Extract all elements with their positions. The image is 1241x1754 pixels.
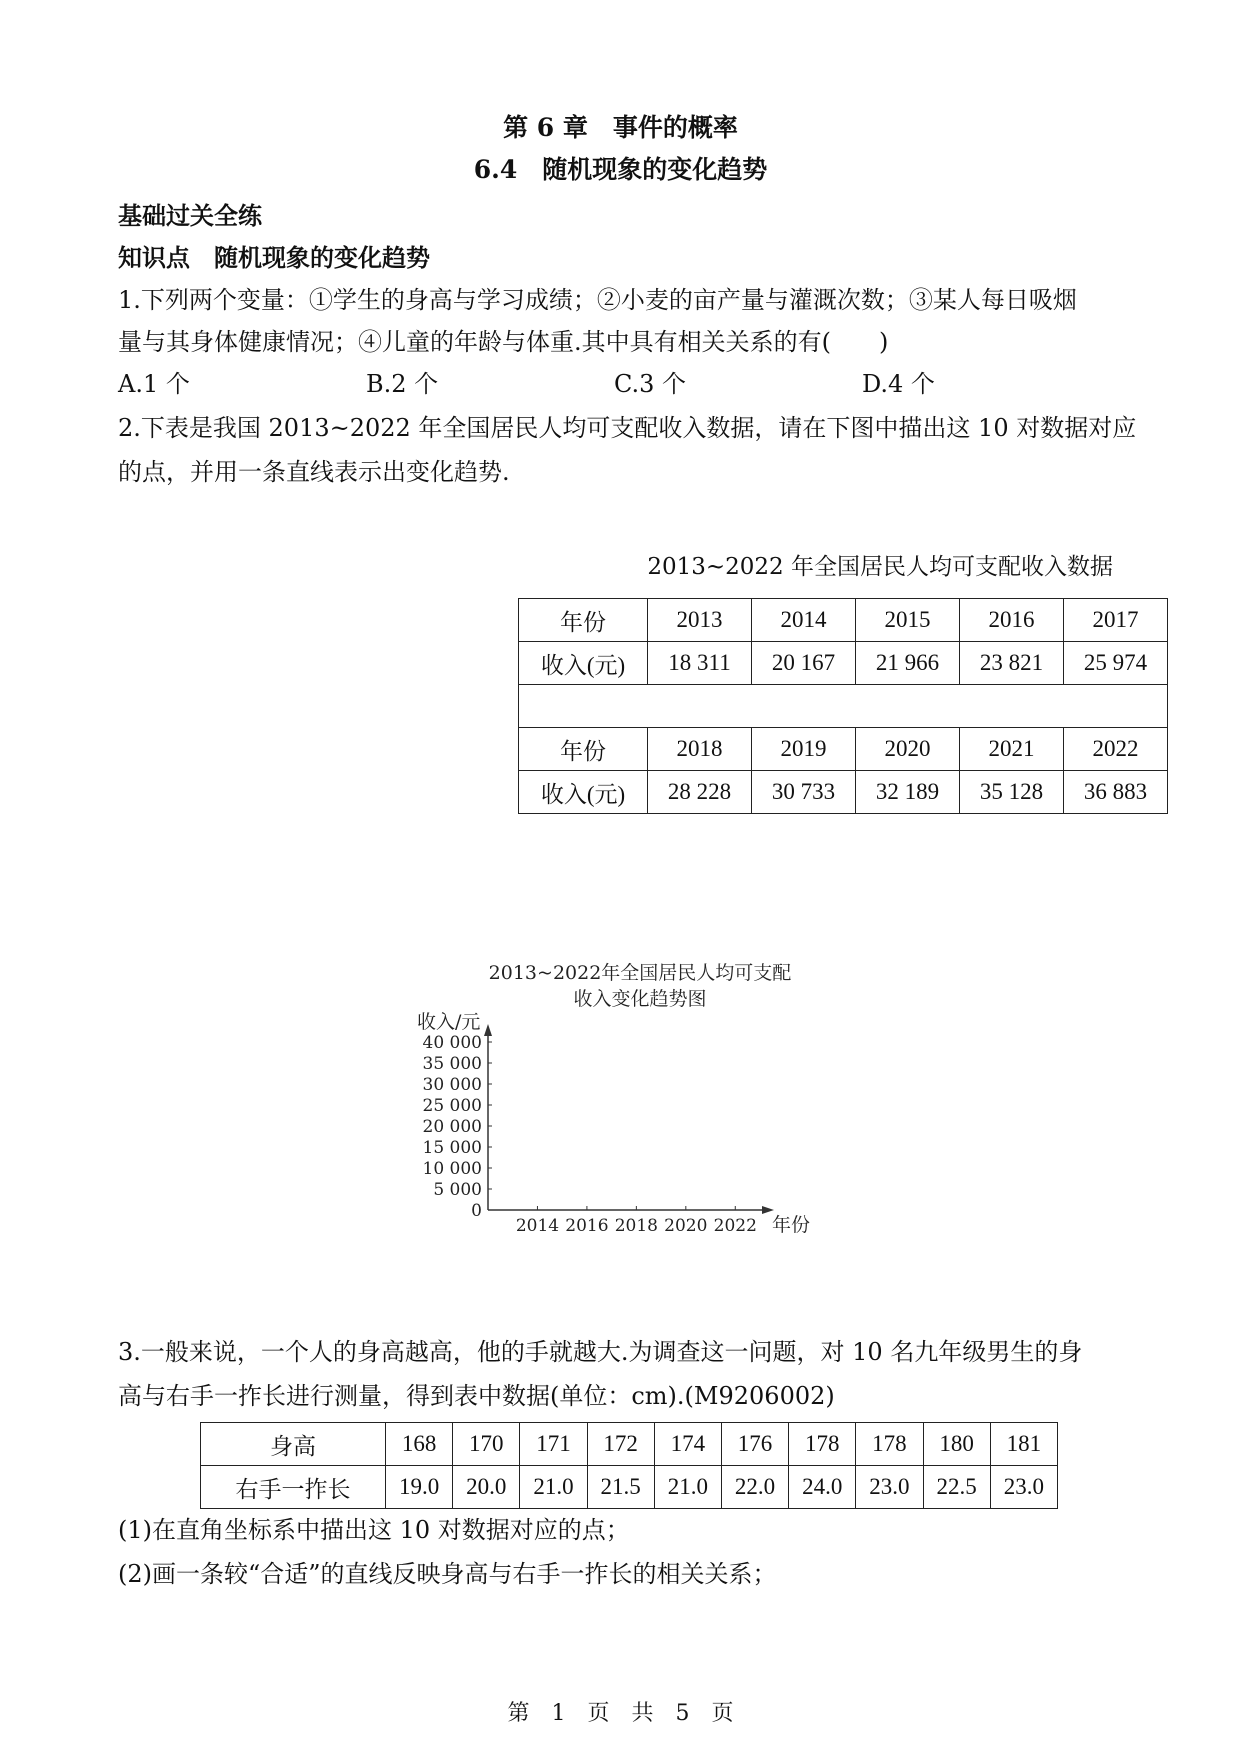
- q2-line1: 2.下表是我国 2013~2022 年全国居民人均可支配收入数据，请在下图中描出这 10 对数据对应: [118, 414, 1137, 442]
- income-cell: 30 733: [752, 771, 856, 814]
- chart-axes: [484, 1024, 774, 1214]
- x-tick-label: 2020: [664, 1216, 708, 1236]
- height-cell: 174: [654, 1423, 721, 1466]
- height-span-table: [200, 1422, 1058, 1509]
- span-cell: 19.0: [386, 1466, 453, 1509]
- year-cell: 2013: [648, 599, 752, 642]
- y-axis-arrow: [484, 1024, 492, 1036]
- year-label-cell: 年份: [519, 728, 648, 771]
- height-cell: 172: [587, 1423, 654, 1466]
- year-cell: 2015: [856, 599, 960, 642]
- q3-sub2: (2)画一条较“合适”的直线反映身高与右手一拃长的相关关系；: [118, 1560, 777, 1588]
- span-cell: 21.0: [520, 1466, 587, 1509]
- income-cell: 28 228: [648, 771, 752, 814]
- q3-sub1: (1)在直角坐标系中描出这 10 对数据对应的点；: [118, 1516, 630, 1544]
- span-cell: 22.5: [923, 1466, 990, 1509]
- height-cell: 171: [520, 1423, 587, 1466]
- spacer-cell: [519, 685, 1168, 728]
- section-title: 6.4 随机现象的变化趋势: [473, 155, 768, 184]
- year-cell: 2014: [752, 599, 856, 642]
- y-tick-label: 5 000: [433, 1180, 482, 1200]
- height-cell: 178: [789, 1423, 856, 1466]
- chapter-title: 第 6 章 事件的概率: [503, 113, 738, 142]
- span-cell: 21.5: [587, 1466, 654, 1509]
- page-footer: 第 1 页 共 5 页: [507, 1701, 734, 1726]
- table-row: [519, 642, 1168, 685]
- y-tick-label: 15 000: [422, 1138, 482, 1158]
- span-cell: 23.0: [856, 1466, 923, 1509]
- x-tick-label: 2016: [565, 1216, 609, 1236]
- income-cell: 32 189: [856, 771, 960, 814]
- q3-line1: 3.一般来说，一个人的身高越高，他的手就越大.为调查这一问题，对 10 名九年级男生的身: [118, 1338, 1083, 1366]
- q1-option-d: D.4 个: [862, 370, 935, 398]
- income-cell: 25 974: [1064, 642, 1168, 685]
- height-cell: 180: [923, 1423, 990, 1466]
- y-tick-label: 40 000: [422, 1033, 482, 1053]
- year-cell: 2017: [1064, 599, 1168, 642]
- height-cell: 168: [386, 1423, 453, 1466]
- height-cell: 176: [721, 1423, 788, 1466]
- q1-option-c: C.3 个: [614, 370, 687, 398]
- q2-table-caption: 2013~2022 年全国居民人均可支配收入数据: [647, 554, 1113, 580]
- y-axis-label: 收入/元: [417, 1011, 481, 1033]
- y-tick-label: 0: [471, 1201, 482, 1221]
- year-cell: 2019: [752, 728, 856, 771]
- table-spacer-row: [519, 685, 1168, 728]
- year-cell: 2022: [1064, 728, 1168, 771]
- income-label-cell: 收入(元): [519, 771, 648, 814]
- income-cell: 36 883: [1064, 771, 1168, 814]
- x-tick-label: 2014: [515, 1216, 560, 1236]
- income-cell: 18 311: [648, 642, 752, 685]
- chart-subtitle: 收入变化趋势图: [573, 988, 707, 1010]
- table-row: [519, 771, 1168, 814]
- height-cell: 178: [856, 1423, 923, 1466]
- income-label-cell: 收入(元): [519, 642, 648, 685]
- height-label-cell: 身高: [201, 1423, 386, 1466]
- income-cell: 21 966: [856, 642, 960, 685]
- span-label-cell: 右手一拃长: [201, 1466, 386, 1509]
- y-tick-label: 20 000: [422, 1117, 482, 1137]
- table-row: [201, 1423, 1058, 1466]
- y-ticks: [423, 1033, 492, 1221]
- year-cell: 2018: [648, 728, 752, 771]
- heading-knowledge: 知识点 随机现象的变化趋势: [118, 243, 430, 272]
- q1-line2: 量与其身体健康情况；④儿童的年龄与体重.其中具有相关关系的有( ): [118, 328, 889, 356]
- income-table: [518, 598, 1168, 814]
- y-tick-label: 30 000: [422, 1075, 482, 1095]
- q3-line2: 高与右手一拃长进行测量，得到表中数据(单位：cm).(M9206002): [118, 1382, 835, 1410]
- chart-title: 2013~2022年全国居民人均可支配: [488, 962, 792, 984]
- year-cell: 2016: [960, 599, 1064, 642]
- span-cell: 21.0: [654, 1466, 721, 1509]
- income-cell: 35 128: [960, 771, 1064, 814]
- span-cell: 23.0: [990, 1466, 1057, 1509]
- y-tick-label: 35 000: [422, 1054, 482, 1074]
- q1-line1: 1.下列两个变量：①学生的身高与学习成绩；②小麦的亩产量与灌溉次数；③某人每日吸烟: [118, 286, 1077, 314]
- year-cell: 2020: [856, 728, 960, 771]
- x-axis-label: 年份: [772, 1214, 811, 1236]
- year-cell: 2021: [960, 728, 1064, 771]
- span-cell: 20.0: [453, 1466, 520, 1509]
- table-row: [519, 599, 1168, 642]
- height-cell: 170: [453, 1423, 520, 1466]
- y-tick-label: 25 000: [422, 1096, 482, 1116]
- q2-line2: 的点，并用一条直线表示出变化趋势.: [118, 458, 510, 486]
- x-axis-arrow: [762, 1206, 774, 1214]
- q1-option-a: A.1 个: [118, 370, 190, 398]
- span-cell: 22.0: [721, 1466, 788, 1509]
- table-row: [201, 1466, 1058, 1509]
- income-cell: 23 821: [960, 642, 1064, 685]
- x-tick-label: 2018: [614, 1216, 658, 1236]
- heading-practice: 基础过关全练: [118, 201, 262, 230]
- table-row: [519, 728, 1168, 771]
- year-label-cell: 年份: [519, 599, 648, 642]
- x-tick-label: 2022: [713, 1216, 757, 1236]
- height-cell: 181: [990, 1423, 1057, 1466]
- y-tick-label: 10 000: [422, 1159, 482, 1179]
- income-trend-chart: [400, 950, 840, 1250]
- income-cell: 20 167: [752, 642, 856, 685]
- q1-option-b: B.2 个: [366, 370, 439, 398]
- span-cell: 24.0: [789, 1466, 856, 1509]
